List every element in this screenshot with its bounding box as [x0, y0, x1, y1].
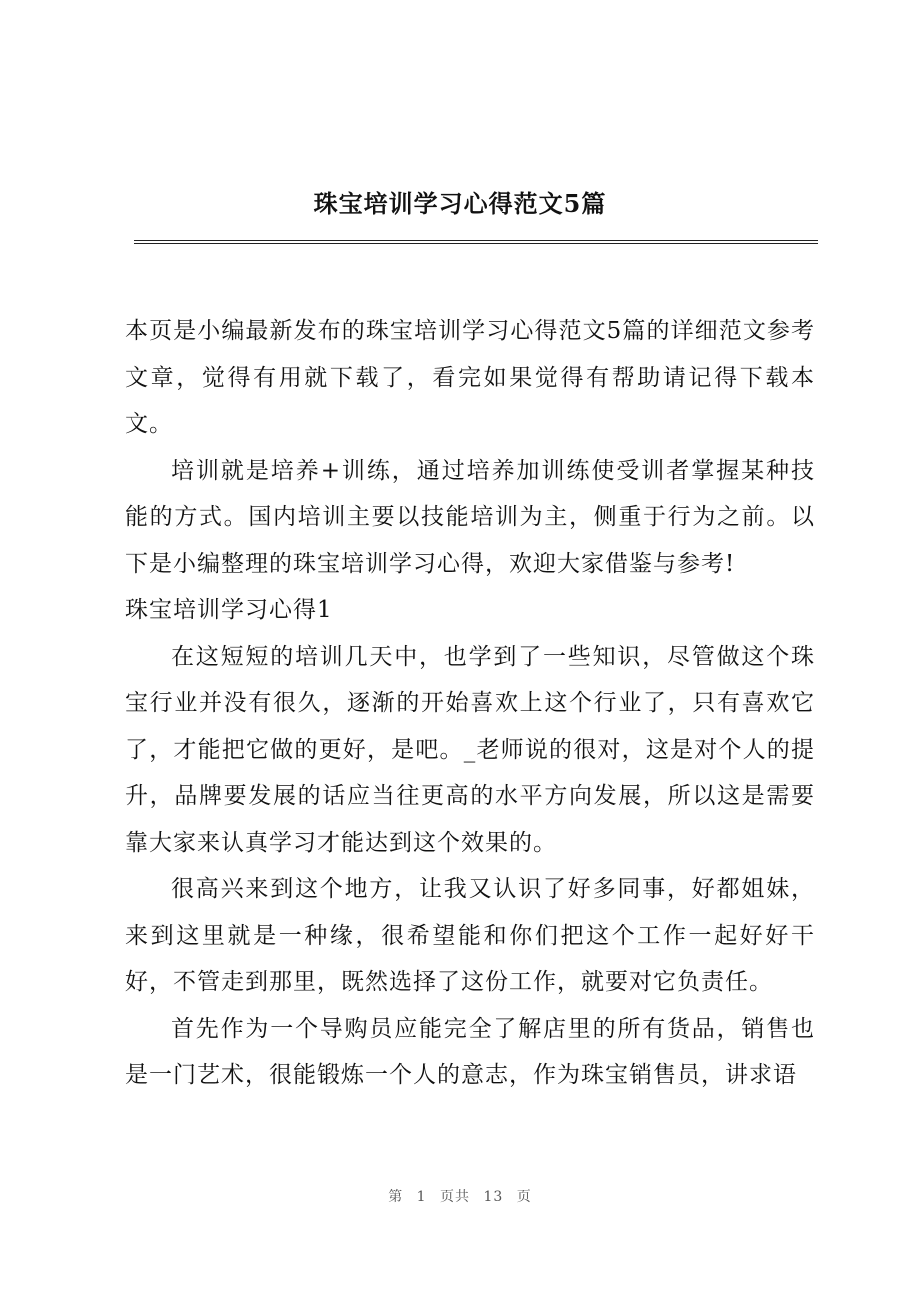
section-paragraph: 在这短短的培训几天中，也学到了一些知识，尽管做这个珠宝行业并没有很久，逐渐的开始喜欢上这个行业了，只有喜欢它了，才能把它做的更好，是吧。_老师说的很对，这是对个人的提升，品牌要发展的话应当往更高的水平方向发展，所以这是需要靠大家来认真学习才能达到这个效果的。	[125, 643, 815, 856]
document-body	[125, 308, 815, 1099]
document-title: 珠宝培训学习心得范文5篇	[313, 189, 607, 218]
section-paragraph: 很高兴来到这个地方，让我又认识了好多同事，好都姐妹，来到这里就是一种缘，很希望能和你们把这个工作一起好好干好，不管走到那里，既然选择了这份工作，就要对它负责任。	[125, 876, 815, 995]
section-paragraph: 首先作为一个导购员应能完全了解店里的所有货品，销售也是一门艺术，很能锻炼一个人的意志，作为珠宝销售员，讲求语	[125, 1015, 815, 1088]
page-number-footer: 第 1 页共 13 页	[388, 1189, 532, 1205]
title-double-rule	[134, 240, 818, 244]
section-heading: 珠宝培训学习心得1	[125, 597, 333, 623]
body-paragraph: 培训就是培养+训练，通过培养加训练使受训者掌握某种技能的方式。国内培训主要以技能培训为主，侧重于行为之前。以下是小编整理的珠宝培训学习心得，欢迎大家借鉴与参考!	[125, 457, 815, 577]
intro-paragraph: 本页是小编最新发布的珠宝培训学习心得范文5篇的详细范文参考文章，觉得有用就下载了，看完如果觉得有帮助请记得下载本文。	[125, 318, 815, 437]
